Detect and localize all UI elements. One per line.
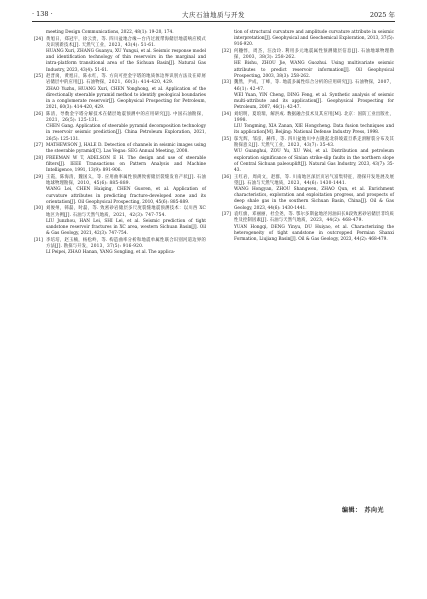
editor-name: 苏向光 xyxy=(364,507,385,514)
reference-text-en: FREEMAN W T, ADELSON E H. The design and use of steerable filters[J]. IEEE Transactions on Pattern Analysis and Machine Intelligence, 1991, 13(9): 891-906. xyxy=(46,156,206,174)
reference-number: [34] xyxy=(222,111,231,117)
header-rule xyxy=(32,21,395,22)
reference-text-zh: 魏然，尹成，丁峰，等. 地震多属性综合分析的应用研究[J]. 石油物探，2007，46(1): 42-47. xyxy=(234,80,394,92)
reference-entry-32 xyxy=(222,49,394,80)
reference-text-en: ZHAO Yuzhu, HUANG Xuri, CHEN Yonghong, et al. Application of the directionally steerable pyramid method to identify geological boundaries in a conglomerate reservoir[J]. Geophysical Prospecting for Petroleum, 2021, 60(3): 414-420, 429. xyxy=(46,86,206,111)
reference-entry-28 xyxy=(34,156,206,175)
reference-text-zh: 王霞，陈海清，魏国义，等. 应用曲率属性预测致密储层裂缝发育产状[J]. 石油地球物理勘探，2010，45(6): 885-889. xyxy=(46,175,206,187)
left-column xyxy=(34,30,206,257)
header-year: 2025 年 xyxy=(369,11,395,19)
reference-continuation: meeting Design Communications, 2022, 48(1): 19-20, 174. xyxy=(46,30,174,35)
reference-number: [29] xyxy=(34,175,43,181)
reference-number: [24] xyxy=(34,36,43,42)
reference-entry-30 xyxy=(34,206,206,237)
reference-text-en: MATHEWSON J, HALE D. Detection of channels in seismic images using the steerable pyramid[C]. Las Vegas: SEG Annual Meeting, 2008. xyxy=(46,143,206,155)
reference-text-zh: 赵晋岗，黄旭日，陈永红，等. 方向可控金字塔的地质体边界识别方法及在碎屑岩储层中的应用[J]. 石油物探，2021，60(3): 414-420, 429. xyxy=(46,74,206,86)
reference-text-en: WANG Hongyan, ZHOU Shangwen, ZHAO Qun, et al. Enrichment characteristics, exploration and exploitation progress, and prospects of deep shale gas in the southern Sichuan Basin, China[J]. Oil & Gas Geology, 2023, 44(6): 1430-1441. xyxy=(234,187,394,211)
reference-continuation: tion of structural curvature and amplitude curvature attribute in seismic interpretation[J]. Geophysical and Geochemical Exploration, 2013, 37(5): 916-920. xyxy=(234,30,394,48)
reference-text-zh: 李培培，赵玉楠，杨松岭，等. 构造曲率分析和地震单属性联合识别河道边界的方法[J]. 勘探与开发，2013，37(5): 916-920. xyxy=(46,237,206,250)
reference-entry-26 xyxy=(34,112,206,143)
reference-text-en: HE Bishu, ZHOU Jie, WANG Guozhui. Using multivariate seismic attributes to predict reservoir information[J]. Oil Geophysical Prospecting, 2003, 38(3): 258-262. xyxy=(234,61,394,79)
reference-text-en: YUAN Hongqi, DENG Yinyu, DU Huiyao, et al. Characterizing the heterogeneity of tight sandstone in outcropped Permian Shanxi Formation, Liujiang Basin[J]. Oil & Gas Geology, 2023, 44(2): 468-479. xyxy=(234,224,394,243)
reference-number: [31] xyxy=(34,237,43,243)
journal-title: 大庆石油地质与开发 xyxy=(182,11,245,19)
reference-entry-29 xyxy=(34,175,206,206)
reference-number: [33] xyxy=(222,80,231,86)
reference-number: [26] xyxy=(34,111,43,117)
reference-entry-25 xyxy=(34,74,206,111)
reference-number: [30] xyxy=(34,206,43,212)
reference-number: [25] xyxy=(34,74,43,80)
reference-text-en: CHEN Gang. Application of steerable pyramid decomposition technology in reservoir seismic prediction[J]. China Petroleum Exploration, 2021, 26(5): 125-131. xyxy=(46,124,206,142)
reference-number: [36] xyxy=(222,174,231,180)
reference-text-zh: 邬光辉，邹彦，赫伟，等. 四川盆地川中古隆起北斜坡震旦系走滑断裂分布及其勘探意义[J]. 天然气工业，2023，43(7): 35-43. xyxy=(234,137,394,149)
reference-text-en: WEI Yuan, YIN Cheng, DING Feng, et al. Synthetic analysis of seismic multi-attribute and its application[J]. Geophysical Prospecting for Petroleum, 2007, 46(1): 42-47. xyxy=(234,92,394,111)
reference-entry-33 xyxy=(222,80,394,111)
reference-number: [27] xyxy=(34,143,43,149)
reference-entry-24 xyxy=(34,37,206,74)
reference-text-zh: 何穗惇，周杰，汪汝玲. 利用多元地震属性预测储层信息[J]. 石油地球物理勘探，2003，38(3): 258-262. xyxy=(234,49,394,61)
reference-text-zh: 袁红旗，邓丽丽，杜会尧，等. 鄂尔多斯盆地泾河油田长8段致密砂岩储层非均质性及控制因素[J]. 石油与天然气地质，2023，44(2): 468-479. xyxy=(234,212,394,224)
reference-text-zh: 刘绍明，夏琅瑞，解洪成. 数据融合技术及其应用[M]. 北京：国防工业出版社，1998. xyxy=(234,111,394,124)
reference-number: [35] xyxy=(222,137,231,143)
reference-text-en: LI Peipei, ZHAO Hanan, YANG Songling, et al. The applica- xyxy=(46,250,176,256)
reference-text-en: WANG Lei, CHEN Haiqing, CHEN Guoren, et al. Application of curvature attributes in predicting fracture-developed zone and its orientation[J]. Oil Geophysical Prospecting, 2010, 45(6): 885-889. xyxy=(46,187,206,205)
reference-text-en: WU Guanghui, ZOU Yu, XU Wei, et al. Distribution and petroleum exploration significance of Sinian strike-slip faults in the northern slope of Central Sichuan paleouplift[J]. Natural Gas Industry, 2023, 43(7): 35-43. xyxy=(234,149,394,174)
reference-number: [28] xyxy=(34,156,43,162)
editor-label: 编辑： xyxy=(342,507,362,514)
reference-text-zh: 黄旭日，郑冠宇，徐云贵，等. 四川盆地合缘—台内过渡带海储层地震响应模式及识别新技术[J]. 天然气工业，2023，43(4): 51-61. xyxy=(46,36,206,48)
right-column xyxy=(222,30,394,244)
reference-entry-31 xyxy=(34,238,206,257)
reference-number: [37] xyxy=(222,212,231,218)
reference-text-en: LIU Tongming, XIA Zanan, XIE Hongcheng. Data fusion techniques and its application[M]. Beijing: National Defense Industry Press, 1998. xyxy=(234,124,394,136)
reference-text-en: LIU Junzhou, HAN Lei, SHI Lei, et al. Seismic prediction of tight sandstone reservoir fractures in XC area, western Sichuan Basin[J]. Oil & Gas Geology, 2021, 42(3): 747-754. xyxy=(46,218,206,237)
page-number: · 138 · xyxy=(32,10,53,18)
reference-entry-34 xyxy=(222,112,394,137)
reference-text-zh: 王红岩，周尚文，赵群，等. 川南地区深层页岩气富集特征、勘探开发进展及展望[J]. 石油与天然气地质，2023，44(6): 1430-1441. xyxy=(234,174,394,186)
reference-text-zh: 陈清，导数金字塔分解技术在储层地震预测中的应用研究[J]. 中国石油勘探，2021，26(5): 125-131. xyxy=(46,111,206,124)
reference-text-en: HUANG Xuri, ZHANG Guanyu, XU Yungui, et al. Seismic response model and identification technology of thin reservoirs in the marginal and intra-platform transitional area of the Sichuan Basin[J]. Natural Gas Industry, 2023, 43(4): 51-61. xyxy=(46,49,206,73)
editor-credit xyxy=(342,505,384,514)
reference-text-zh: 刘俊州，韩磊，时磊，等. 致密砂岩储层多尺度裂缝地震预测技术：以川西 XC 地区为例[J]. 石油与天然气地质，2021，42(3): 747-754. xyxy=(46,206,206,218)
reference-entry-35 xyxy=(222,137,394,174)
reference-entry-37 xyxy=(222,212,394,243)
reference-number: [32] xyxy=(222,49,231,54)
reference-entry-36 xyxy=(222,175,394,212)
running-header xyxy=(32,8,395,22)
reference-entry-27 xyxy=(34,143,206,155)
